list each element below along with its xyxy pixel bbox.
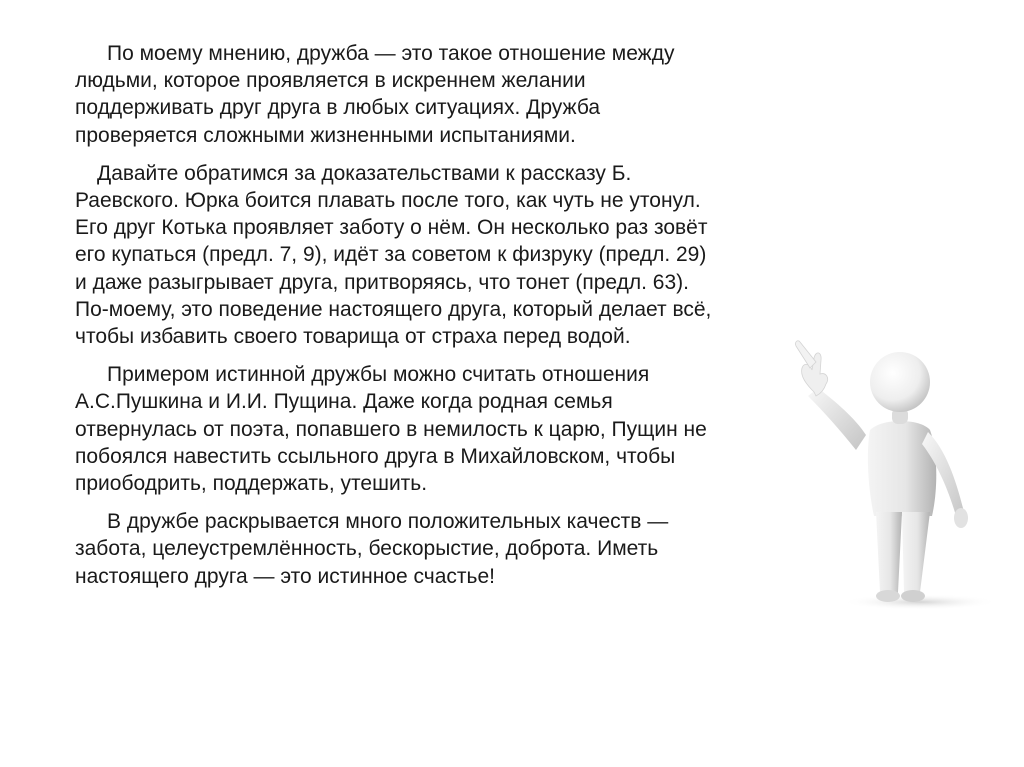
essay-text: [75, 40, 715, 601]
paragraph-3: Примером истинной дружбы можно считать отношения А.С.Пушкина и И.И. Пущина. Даже когда родная семья отвернулась от поэта, попавшего в немилость к царю, Пущин не побоялся навестить ссыльного друга в Михайловском, чтобы приободрить, поддержать, утешить.: [75, 363, 707, 496]
paragraph-1: По моему мнению, дружба — это такое отношение между людьми, которое проявляется в искреннем желании поддерживать друг друга в любых ситуациях. Дружба проверяется сложными жизненными испытаниями.: [75, 42, 675, 147]
right-foot: [901, 590, 925, 602]
person-figure-graphic: [770, 340, 1000, 610]
right-leg: [902, 512, 930, 600]
person-raising-hand-icon: [770, 340, 1000, 610]
raised-arm: [808, 388, 866, 450]
pointing-finger: [795, 341, 816, 368]
hanging-hand: [954, 508, 968, 528]
left-leg: [876, 512, 902, 600]
paragraph-4: В дружбе раскрывается много положительных качеств — забота, целеустремлённость, бескорыстие, доброта. Иметь настоящего друга — это истинное счастье!: [75, 510, 669, 588]
left-foot: [876, 590, 900, 602]
head: [870, 352, 930, 412]
paragraph-2: Давайте обратимся за доказательствами к рассказу Б. Раевского. Юрка боится плавать после того, как чуть не утонул. Его друг Котька проявляет заботу о нём. Он несколько раз зовёт его купаться (предл. 7, 9), идёт за советом к физруку (предл. 29) и даже разыгрывает друга, притворяясь, что тонет (предл. 63). По-моему, это поведение настоящего друга, который делает всё, чтобы избавить своего товарища от страха перед водой.: [75, 161, 712, 349]
torso: [868, 421, 936, 516]
